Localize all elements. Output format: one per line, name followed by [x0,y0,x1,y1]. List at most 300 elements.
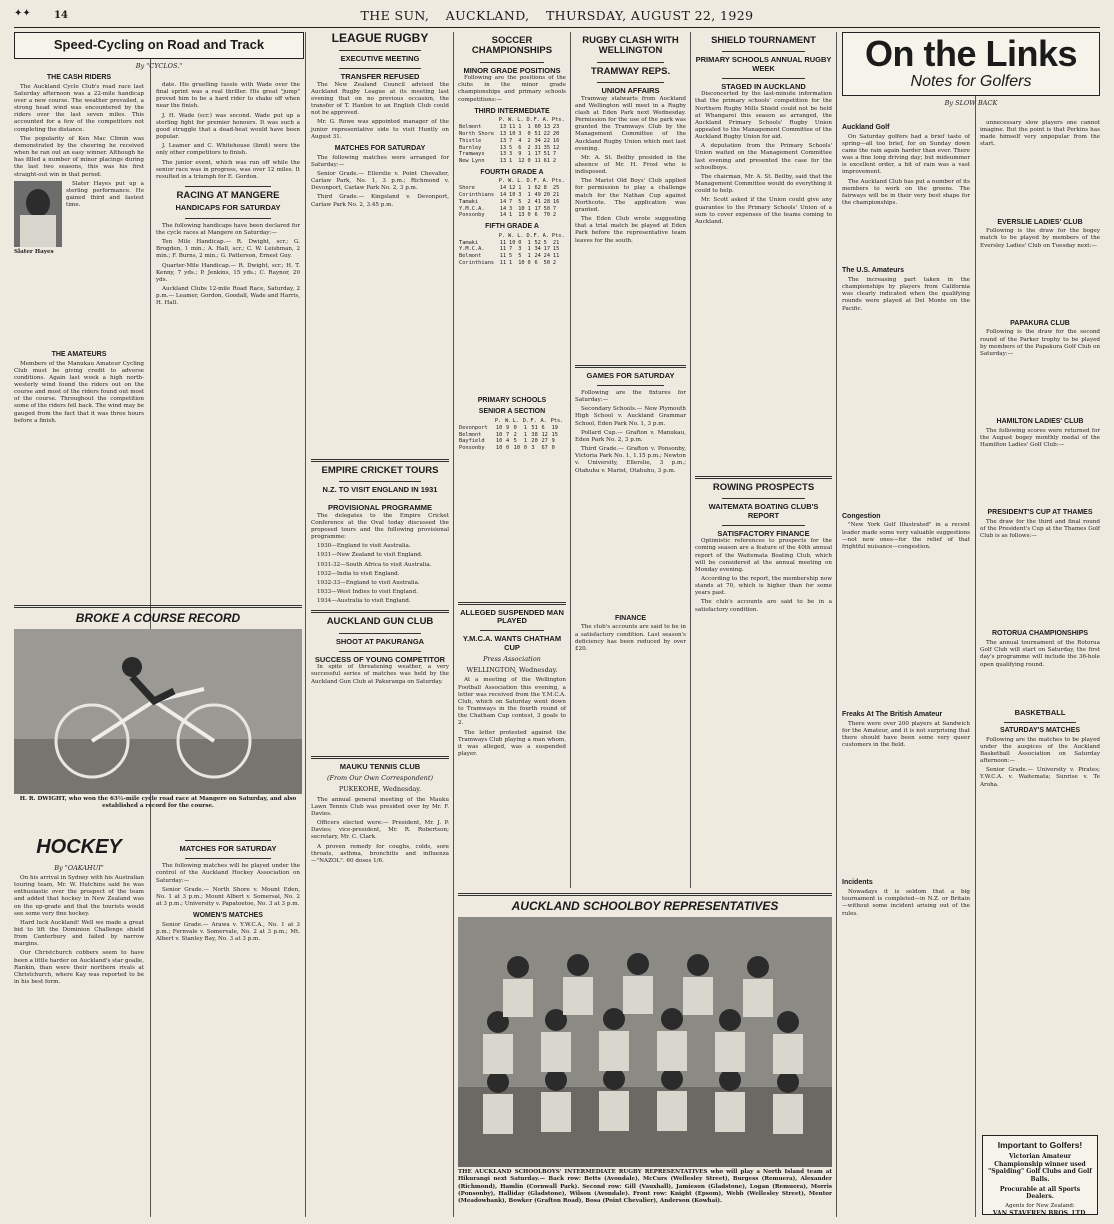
on-the-links-banner [842,32,1100,96]
table-cell: 16 [552,137,560,144]
table-header-cell: D. [526,178,533,185]
paragraph: unnecessary slow players one cannot imagine. But the point is that Perkins has made himself very unpopular from the start. [980,120,1100,148]
heading-provisional: PROVISIONAL PROGRAMME [327,503,433,513]
heading-papakura: PAPAKURA CLUB [1010,319,1070,327]
mauku-source: (From Our Own Correspondent) [326,774,433,783]
table-cell: 14 [499,185,507,192]
paragraph: The chairman, Mr. A. St. Beilby, said that the Management Committee would do everything it could to help. [695,173,832,195]
heading-tramway: TRAMWAY REPS. [590,65,671,77]
table-cell: 7 [552,205,557,212]
paragraph: Senior Grade.— University v. Pirates; Y.W.C.A. v. Waitemata; Sunrise v. Te Aroha. [980,767,1100,788]
table-row [458,131,566,138]
paragraph: Slater Hayes put up a sterling performance. He gained third and fastest time. [66,180,144,209]
table-cell: Y.M.C.A. [459,205,485,212]
paragraph: The junior event, which was run off while the senior race was in progress, was over 12 miles. It resulted in a triumph for E. Gordon. [156,159,300,180]
heading-waitemata: WAITEMATA BOATING CLUB'S REPORT [708,502,819,520]
table-cell: 13 [518,212,525,219]
table-row [458,185,566,192]
table-cell: 67 [541,445,548,452]
table-cell: Ponsonby [459,445,485,452]
paragraph: Pollard Cup.— Grafton v. Manukau, Eden Park No. 2, 3 p.m. [575,429,686,443]
table-cell: 17 [543,246,551,253]
heading-success: SUCCESS OF YOUNG COMPETITOR [314,655,446,665]
paper-name: THE SUN, [360,8,430,23]
table-cell: Tramways [459,151,485,158]
senior-section-table [458,418,566,452]
table-cell: 10 [518,259,525,266]
ornament: ✦✦ [14,8,31,19]
paragraph: Tramway stalwarts from Auckland and Wellington will meet in a Rugby clash at Eden Park next Wednesday. Permission for the use of the park was granted the Tramways Club by the Management Committee of the Auckland Rugby Union which met last evening. [575,95,686,152]
heading-racing: RACING AT MANGERE [176,190,280,202]
tour-item: 1931-32—South Africa to visit Australia. [317,561,432,568]
cycling-byline: By "CYCLOS." [135,61,183,70]
table-cell: 1 [527,239,531,246]
spalding-advertisement [982,1135,1098,1215]
table-cell: 5 [509,144,513,151]
table-cell: 51 [543,151,551,158]
heading-hamilton: HAMILTON LADIES' CLUB [996,418,1084,426]
table-cell: 35 [543,144,551,151]
record-caption: H. R. DWIGHT, who won the 63½-mile cycle road race at Mangere on Saturday, and also established a record for the course. [19,796,297,810]
ymca-source: Press Association [483,654,541,663]
heading-basketball: BASKETBALL [1014,707,1066,717]
paragraph: The Auckland Cycle Club's road race last Saturday afternoon was a 22-mile handicap over a new course. The weather prevailed, a strong head wind was encountered by the riders over the last seven miles. This accounted for a few of the competitors not completing the distance. [14,83,144,133]
paragraph: Third Grade.— Grafton v. Ponsonby, Victoria Park No. 1, 1.15 p.m.; Newton v. University, Ellerslie, 3 p.m.; Otahuhu v. Marist, Otahuhu, 3 p.m. [575,446,686,474]
table-cell: 2 [552,212,557,219]
table-cell: 52 [534,239,541,246]
table-cell: 51 [534,130,541,137]
table-cell: 0 [513,424,517,431]
table-cell: 10 [495,438,503,445]
table-cell: 1 [518,124,522,131]
table-cell: Shore [459,185,475,192]
photo-caption: Slater Hayes [14,248,54,255]
table-cell: 24 [543,253,551,260]
tour-item: 1933—West Indies to visit England. [317,589,418,596]
table-cell: 5 [518,198,522,205]
paragraph: "New York Golf Illustrated" in a recent leader made some very valuable suggestions—not new ones—for the relief of that frightful nuisance—congestion. [842,522,970,550]
table-cell: 3 [518,130,522,137]
table-cell: 28 [543,198,551,205]
table-cell: 9 [505,424,510,431]
table-row [458,425,566,432]
table-row [458,445,566,452]
table-cell: 50 [543,259,551,266]
heading-soccer: SOCCER CHAMPIONSHIPS [471,35,553,57]
paragraph: The annual tournament of the Rotorua Golf Club will start on Saturday, the first day's programme will include the 36-hole open qualifying round. [980,640,1100,668]
city: AUCKLAND, [445,8,530,23]
table-cell: 1 [509,212,513,219]
table-header-cell: P. [498,178,506,185]
paragraph: There were over 200 players at Sandwich for the Amateur, and it is not surprising that there should have been some very queer customers in the field. [842,720,970,749]
table-header-cell [458,178,499,185]
heading-empire-cricket: EMPIRE CRICKET TOURS [321,464,439,476]
table-cell: Burnley [459,144,482,151]
table-cell: Y.M.C.A. [459,246,485,253]
table-row [458,138,566,145]
tour-item: 1930—England to visit Australia. [317,543,411,550]
table-cell: 41 [534,198,541,205]
paragraph: Senior Grade.— Arawa v. Y.W.C.A., No. 1 at 3 p.m.; Fernvale v. Somervale, No. 2 at 3 p.m.; Mt. Albert v. Stanley Bay, No. 3 at 3 p.m. [156,921,300,943]
schoolboy-title: AUCKLAND SCHOOLBOY REPRESENTATIVES [511,899,779,913]
table-cell: 14 [499,198,507,205]
paragraph: The Marist Old Boys' Club applied for permission to play a challenge match for the Nathan Cup against Northcote. The application was granted. [575,178,686,213]
table-row [458,438,566,445]
paragraph: According to the report, the membership now stands at 70, which is higher than for some years past. [695,575,832,597]
table-header-cell: F. [533,178,540,185]
paragraph: In spite of threatening weather, a very successful series of matches was held by the Auckland Gun Club at Pakuranga on Saturday. [311,664,449,685]
paragraph: The letter protested against the Tramways Club playing a man whom, it was alleged, was a suspended player. [458,729,566,757]
table-cell: 3 [509,205,513,212]
table-cell: 12 [518,158,525,165]
table-cell: 38 [531,431,538,438]
paragraph: Quarter-Mile Handicap.— R. Dwight, scr.; H. T. Kenny, 7 yds.; P. Jenkins, 15 yds.; C. Raynor, 20 yds. [156,262,300,283]
table-cell: Tamaki [459,239,479,246]
paragraph: Our Christchurch cobbers seem to have been a little harder on Auckland's star goalie, Rankin, than were their northern rivals at Christchurch, where Kay was reported to be in his best form. [14,950,144,986]
paragraph: On Saturday golfers had a brief taste of spring—all too brief, for on Sunday down came the rain again harder than ever. There was a fine long driving day; but midsummer is excellent order, a bit of rain was a vast improvement. [842,133,970,176]
table-cell: 12 [552,144,560,151]
table-cell: 10 [495,424,503,431]
paragraph: Following is the draw for the second round of the Parker trophy to be played by members of the Papakura Golf Club on Saturday:— [980,329,1100,357]
heading-third-intermediate: THIRD INTERMEDIATE [474,107,550,115]
table-row [458,192,566,199]
heading-auckland-golf: Auckland Golf [842,124,890,131]
heading-union-affairs: UNION AFFAIRS [601,86,660,96]
paragraph: Mr. A. St. Beilby presided in the absence of Mr. H. Frost who is indisposed. [575,154,686,176]
table-cell: 13 [499,158,507,165]
paragraph: Officers elected were:— President, Mr. J. P. Davies; vice-president, Mr. R. Robertson; secretary, Mr. C. Clark. [311,820,449,841]
table-cell: 22 [543,137,551,144]
table-cell: 1 [518,185,522,192]
table-cell: 31 [534,144,541,151]
paragraph: Senior Grade.— Ellerslie v. Point Chevalier, Carlaw Park, No. 1, 3 p.m.; Richmond v. Devonport, Carlaw Park No. 2, 3 p.m. [311,170,449,192]
paragraph: Disconcerted by the last-minute information that the primary schools' competition for the Northern Rugby Mills Shield could not be held at Whangarei this season as arranged, the Auckland Primary Schools' Rugby Union appealed to the Management Committee of the Auckland Rugby Union for aid. [695,91,832,141]
table-cell: 1 [523,424,527,431]
table-cell: 11 [499,239,507,246]
table-cell: 4 [518,137,522,144]
heading-rugby-clash: RUGBY CLASH WITH WELLINGTON [582,35,679,57]
table-cell: 20 [531,438,538,445]
table-cell: 1 [527,151,531,158]
paragraph: A deputation from the Primary Schools' Union waited on the Management Committee last evening and presented the case for the schoolboys. [695,143,832,171]
table-row [458,253,566,260]
table-cell: Tamaki [459,198,479,205]
table-cell: 3 [518,246,522,253]
hockey-section [14,835,144,1215]
table-cell: 6 [518,144,522,151]
paragraph: Following are the matches to be played under the auspices of the Auckland Basketball Association on Saturday afternoon:— [980,736,1100,765]
table-header-cell: D. [522,417,530,424]
table-cell: 1 [527,124,531,131]
fourth-grade-table [458,178,566,219]
column-rule [453,32,454,1217]
tour-item: 1932—India to visit England. [317,570,400,577]
heading-eversley: EVERSLIE LADIES' CLUB [997,218,1083,226]
paragraph: The club's accounts are said to be in a satisfactory condition. [695,599,832,613]
table-cell: New Lynn [459,158,485,165]
table-cell: 16 [552,198,560,205]
table-cell: 13 [499,124,507,131]
date: THURSDAY, AUGUST 22, 1929 [545,8,754,23]
table-cell: 25 [552,185,560,192]
paragraph: The club's accounts are said to be in a satisfactory condition. Last season's deficiency has been reduced by over £20. [575,624,686,652]
paragraph: Mr. Scott asked if the Union could give any guarantee to the Primary Schools' Union of a sum to cover expenses of the teams coming to Auckland. [695,197,832,225]
table-cell: 2 [552,158,557,165]
table-cell: 13 [499,151,507,158]
table-cell: 51 [531,424,538,431]
table-cell: 11 [499,253,507,260]
heading-amateurs: THE AMATEURS [51,350,107,358]
paragraph: The draw for the third and final round of the President's Cup at the Thames Golf Club is as follows:— [980,518,1100,540]
column-shield [695,32,832,882]
table-cell: Belmont [459,431,482,438]
table-cell: 15 [551,431,558,438]
paragraph: Optimistic references to prospects for the coming season are a feature of the 40th annual report of the Waitemata Boating Club, which will be considered at the annual meeting on Monday evening. [695,538,832,573]
paragraph: Following is the draw for the bogey match to be played by members of the Eversley Ladies' Club on Tuesday next:— [980,228,1100,249]
paragraph: J. H. Wade (scr.) was second. Wade put up a sterling fight for premier honours. It was such a good struggle that a dead-heat would have been popular. [156,112,300,141]
table-cell: 70 [543,212,551,219]
table-row [458,206,566,213]
table-cell: 4 [505,438,510,445]
heading-league-rugby: LEAGUE RUGBY [331,31,429,45]
table-header-cell: Pts. [550,417,564,424]
table-header-row [458,178,566,185]
fifth-grade-table [458,233,566,267]
table-header-cell: A. [542,232,550,239]
record-title: BROKE A COURSE RECORD [75,611,241,625]
table-header-cell: Pts. [551,178,565,185]
table-cell: 13 [499,137,507,144]
paragraph: The popularity of Ken Mac Climin was demonstrated by the cheering he received when he ran out an easy winner. Although he has filled a number of minor placings during the last two seasons, this was his first straight-out win in that period. [14,135,144,178]
links-title: On the Links [864,33,1078,74]
heading-alleged: ALLEGED SUSPENDED MAN PLAYED [460,607,564,626]
table-cell: 0 [527,158,531,165]
table-header-row [458,233,566,240]
table-header-row [458,117,566,124]
table-row [458,432,566,439]
heading-primary-schools: PRIMARY SCHOOLS [477,396,547,404]
table-cell: Bayfield [459,438,485,445]
column-rule [975,32,976,1217]
table-cell: 1 [527,246,531,253]
heading-staged: STAGED IN AUCKLAND [721,81,806,91]
table-header-cell [458,233,499,240]
table-cell: 10 [513,445,521,452]
heading-freaks: Freaks At The British Amateur [842,711,943,719]
table-cell: 14 [499,212,507,219]
heading-rowing: ROWING PROSPECTS [712,482,815,493]
table-row [458,246,566,253]
table-cell: 3 [509,151,513,158]
links-header [842,32,1100,117]
table-cell: 49 [534,192,541,199]
table-header-cell: L. [517,178,524,185]
paragraph: On his arrival in Sydney with his Australian touring team, Mr. W. Hutchins said he was enthusiastic over the prospect of the team and added that hockey in New Zealand was on the up-grade and that the tourists would see some very fine hockey. [14,874,144,917]
links-byline: By SLOW BACK [944,99,998,108]
column-golf-clubs [980,120,1100,1215]
table-cell: 2 [513,431,517,438]
table-cell: 0 [527,212,531,219]
table-cell: 3 [531,445,535,452]
ad-agent: VAN STAVEREN BROS. LTD. [992,1209,1088,1217]
table-cell: 34 [534,246,541,253]
table-cell: 60 [534,124,541,131]
heading-congestion: Congestion [842,512,881,520]
table-cell: 1 [527,205,531,212]
table-cell: 5 [543,239,547,246]
table-cell: 12 [509,185,516,192]
table-cell: 27 [541,438,548,445]
mauku-dateline: PUKEKOHE, Wednesday. [338,785,422,794]
paragraph: Third Grade.— Kingsland v. Devonport, Carlaw Park No. 2, 3.45 p.m. [311,194,449,208]
table-header-cell: F. [530,417,537,424]
paragraph: Following are the fixtures for Saturday:— [575,389,686,404]
paragraph: Ten Mile Handicap.— R. Dwight, scr.; G. Brogden, 1 min.; A. Hall, scr.; C. W. Leishman, 2 min.; F. Burns, 2 min.; G. Patterson, Ernest Guy. [156,239,300,260]
table-cell: Thistle [459,137,482,144]
table-cell: 0 [527,259,531,266]
schoolboy-photo [458,917,832,1167]
ad-text: Victorian Amateur Championship winner used "Spalding" Golf Clubs and Golf Balls. [988,1152,1092,1183]
column-cycling-cont [156,82,300,592]
heading-rugby-week: PRIMARY SCHOOLS ANNUAL RUGBY WEEK [695,55,832,73]
paragraph: The Auckland Club has put a number of its members to work on the greens. The fairways will be in their very best shape for the championships. [842,178,970,207]
table-cell: 15 [552,246,560,253]
table-row [458,145,566,152]
table-row [458,212,566,219]
heading-executive: EXECUTIVE MEETING [340,54,420,64]
heading-handicaps: HANDICAPS FOR SATURDAY [175,203,281,213]
table-cell: Devonport [459,424,488,431]
heading-transfer: TRANSFER REFUSED [340,72,420,82]
table-cell: 9 [518,151,522,158]
column-golf [842,120,970,1215]
links-subtitle: Notes for Golfers [910,73,1032,90]
heading-presidents-cup: PRESIDENT'S CUP AT THAMES [987,509,1093,517]
record-section [14,600,302,810]
table-cell: 62 [534,185,541,192]
table-cell: 11 [552,253,560,260]
table-row [458,240,566,247]
heading-shield: SHIELD TOURNAMENT [711,35,816,46]
ymca-dateline: WELLINGTON, Wednesday. [466,666,558,675]
table-cell: 10 [518,205,525,212]
table-cell: 21 [552,192,560,199]
table-cell: 11 [534,158,541,165]
table-cell: 12 [541,431,548,438]
table-cell: 1 [523,438,527,445]
table-header-cell: L. [517,117,524,124]
table-cell: Belmont [459,124,482,131]
table-cell: 0 [505,445,510,452]
ad-text: Agents for New Zealand: [1005,1202,1075,1209]
table-row [458,260,566,267]
table-cell: 21 [552,239,560,246]
table-cell: 10 [495,431,503,438]
paragraph: Nowadays it is seldom that a big tournament is completed—in N.Z. or Britain—without some incident arising out of the rules. [842,889,970,917]
heading-league-matches: MATCHES FOR SATURDAY [334,144,426,152]
masthead [14,6,1100,28]
table-header-cell: W. [508,178,515,185]
table-cell: 11 [499,246,507,253]
table-cell: 3 [518,192,522,199]
table-cell: 0 [518,239,522,246]
table-cell: 1 [523,431,527,438]
paragraph: The following matches were arranged for Saturday:— [311,154,449,168]
table-cell: 1 [527,192,531,199]
table-cell: 50 [543,205,551,212]
table-cell: 7 [509,198,513,205]
paragraph: The increasing part taken in the championships by players from California was clearly indicated when the qualifying rounds were played at Del Monte on the Pacific. [842,276,970,312]
paragraph: The annual general meeting of the Mauku Lawn Tennis Club was presided over by Mr. F. Davies. [311,796,449,817]
heading-mauku-tennis: MAUKU TENNIS CLUB [339,761,421,771]
table-header-cell: Pts. [551,117,565,124]
table-cell: 13 [543,124,551,131]
table-header-cell: D. [526,232,533,239]
table-cell: 11 [509,124,516,131]
ad-headline: Important to Golfers! [997,1140,1083,1150]
paragraph: Members of the Manukau Amateur Cycling Club must be giving credit to adverse conditions. Again last week a high north-westerly wind found the riders out on the course and most of the riders found out most of the course. Throughout the competition some of the riders fell back. The wind may be gauged from the fact that it was three hours before a finish. [14,360,144,424]
table-cell: 6 [534,259,538,266]
column-league [311,32,449,1217]
table-header-cell: P. [494,417,502,424]
third-intermediate-table [458,117,566,164]
paragraph: Auckland Clubs 12-mile Road Race, Saturday, 2 p.m.— Leamer, Gordon, Goodall, Wade and Harris, H. Hall. [156,285,300,307]
table-cell: 13 [499,144,507,151]
table-header-cell: F. [533,117,540,124]
paragraph: Hard luck Auckland! Well we made a great bid to lift the Dominion Challenge shield from Canterbury and failed by narrow margins. [14,919,144,948]
table-header-cell [458,117,499,124]
table-cell: 6 [534,212,538,219]
paragraph: The Eden Club wrote suggesting that a trial match be played at Eden Park before the representative team leaves for the south. [575,216,686,244]
heading-shoot: SHOOT AT PAKURANGA [335,636,425,646]
table-cell: 6 [541,424,545,431]
table-cell: 0 [523,445,527,452]
tour-item: 1932-33—England to visit Australia. [317,579,420,586]
table-row [458,199,566,206]
paragraph: Following are the positions of the clubs in the minor grade championships and primary schools competitions:— [458,75,566,103]
table-cell: 7 [505,431,510,438]
table-cell: 10 [509,192,516,199]
table-header-cell: P. [498,232,506,239]
paragraph: The following scores were returned for the August bogey monthly medal of the Hamilton Ladies' Golf Club:— [980,427,1100,449]
paragraph: Secondary Schools.— New Plymouth High School v. Auckland Grammar School, Eden Park No. 1, 3 p.m. [575,406,686,427]
paragraph: The following matches will be played under the control of the Auckland Hockey Association on Saturday:— [156,863,300,884]
table-cell: 20 [552,130,560,137]
table-cell: 20 [543,192,551,199]
table-cell: Corinthians [459,192,495,199]
heading-fourth-grade: FOURTH GRADE A [480,168,544,176]
heading-cash-riders: THE CASH RIDERS [46,73,112,81]
heading-rotorua: ROTORUA CHAMPIONSHIPS [991,630,1089,638]
table-cell: 9 [551,438,555,445]
table-cell: Ponsonby [459,212,485,219]
table-cell: North Shore [459,130,495,137]
table-cell: 24 [534,253,541,260]
table-cell: Belmont [459,253,482,260]
paragraph: The following handicaps have been declared for the cycle races at Mangere on Saturday:— [156,222,300,236]
table-row [458,124,566,131]
column-rule [836,32,837,1217]
table-cell: 34 [534,137,541,144]
schoolboy-section [458,888,832,1218]
table-cell: 17 [534,151,541,158]
heading-gun-club: AUCKLAND GUN CLUB [326,616,434,628]
heading-fifth-grade: FIFTH GRADE A [485,223,539,231]
paragraph: The New Zealand Council advised the Auckland Rugby League at its meeting last evening that on no previous occasion, the transfer of T. Hanlon to an English Club could not be approved. [311,81,449,117]
heading-minor-grade: MINOR GRADE POSITIONS [463,65,561,75]
table-cell: 13 [499,130,507,137]
table-header-cell: L. [517,232,524,239]
